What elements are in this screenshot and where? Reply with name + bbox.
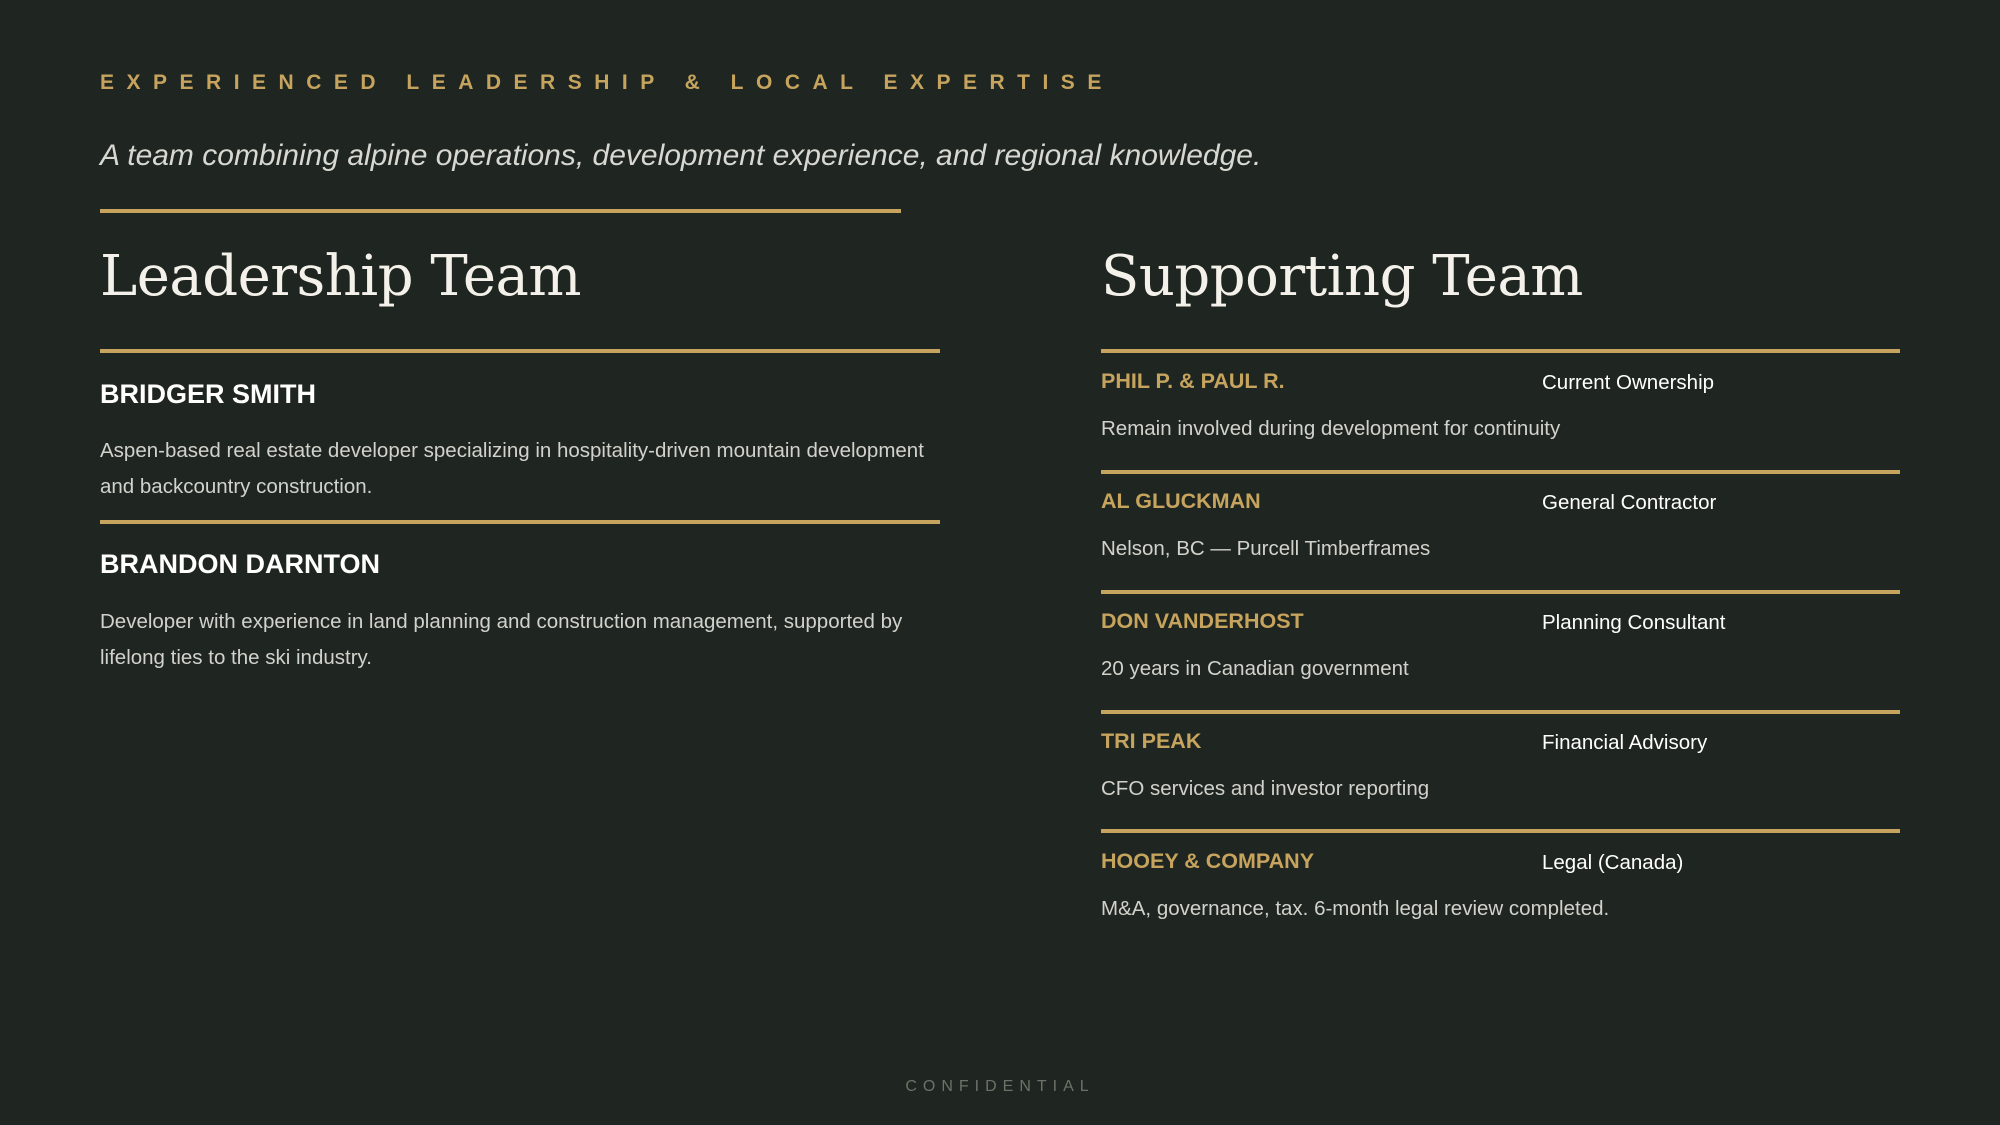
supporting-member-name: PHIL P. & PAUL R. [1101, 369, 1285, 393]
supporting-divider [1101, 470, 1900, 474]
supporting-member-description: Nelson, BC — Purcell Timberframes [1101, 537, 1431, 560]
supporting-divider [1101, 349, 1900, 353]
supporting-member-description: CFO services and investor reporting [1101, 777, 1430, 800]
supporting-member-name: AL GLUCKMAN [1101, 489, 1261, 513]
supporting-member-name: DON VANDERHOST [1101, 609, 1304, 633]
leader-description: Developer with experience in land planning and construction management, supported by lifelong ties to the ski industry. [100, 610, 903, 669]
supporting-member-role: Legal (Canada) [1542, 851, 1684, 874]
page-subtitle: A team combining alpine operations, development experience, and regional knowledge. [100, 139, 1262, 172]
supporting-member-name: TRI PEAK [1101, 729, 1202, 753]
confidential-footer: CONFIDENTIAL [905, 1078, 1095, 1095]
supporting-divider [1101, 590, 1900, 594]
supporting-team-title: Supporting Team [1101, 244, 1583, 309]
leader-divider [100, 520, 940, 524]
leadership-team-title: Leadership Team [100, 244, 581, 309]
header-divider [100, 209, 901, 213]
supporting-member-role: Current Ownership [1542, 371, 1715, 394]
supporting-member-role: Planning Consultant [1542, 611, 1726, 634]
leader-name: BRIDGER SMITH [100, 379, 316, 409]
leadership-divider [100, 349, 940, 353]
leader-name: BRANDON DARNTON [100, 549, 380, 579]
supporting-divider [1101, 710, 1900, 714]
supporting-member-role: General Contractor [1542, 491, 1717, 514]
supporting-member-name: HOOEY & COMPANY [1101, 849, 1315, 873]
leader-description: Aspen-based real estate developer specializing in hospitality-driven mountain development and backcountry construction. [100, 439, 924, 498]
supporting-member-description: M&A, governance, tax. 6-month legal review completed. [1101, 897, 1610, 920]
supporting-member-description: 20 years in Canadian government [1101, 657, 1409, 680]
supporting-member-description: Remain involved during development for continuity [1101, 417, 1561, 440]
supporting-member-role: Financial Advisory [1542, 731, 1708, 754]
eyebrow-heading: EXPERIENCED LEADERSHIP & LOCAL EXPERTISE [100, 71, 1114, 94]
supporting-divider [1101, 829, 1900, 833]
